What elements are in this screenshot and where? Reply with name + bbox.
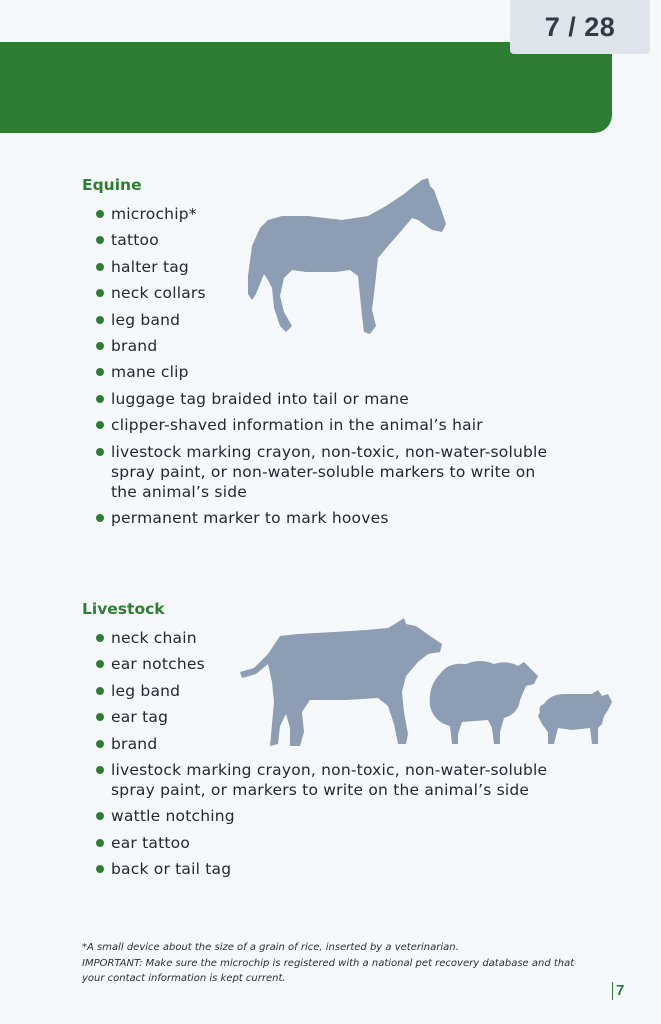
list-item: tattoo bbox=[96, 230, 566, 250]
bullet-dot bbox=[96, 210, 104, 218]
footnote bbox=[82, 940, 582, 987]
list-item: neck collars bbox=[96, 283, 566, 303]
header-band bbox=[0, 42, 612, 133]
bullet-dot bbox=[96, 316, 104, 324]
bullet-dot bbox=[96, 263, 104, 271]
sheep-silhouette-icon bbox=[428, 656, 540, 748]
list-item: mane clip bbox=[96, 362, 566, 382]
bullet-dot bbox=[96, 713, 104, 721]
list-item: livestock marking crayon, non-toxic, non-water-soluble spray paint, or markers to write on the animal’s side bbox=[96, 760, 566, 800]
list-item: leg band bbox=[96, 681, 566, 701]
page-indicator[interactable]: 7 / 28 bbox=[510, 0, 650, 54]
list-item: clipper-shaved information in the animal’s hair bbox=[96, 415, 566, 435]
list-item: neck chain bbox=[96, 628, 566, 648]
list-item: ear notches bbox=[96, 654, 566, 674]
bullet-dot bbox=[96, 236, 104, 244]
bullet-dot bbox=[96, 514, 104, 522]
pig-silhouette-icon bbox=[536, 688, 614, 748]
list-item: ear tattoo bbox=[96, 833, 566, 853]
list-item: wattle notching bbox=[96, 806, 566, 826]
list-item: brand bbox=[96, 336, 566, 356]
bullet-dot bbox=[96, 687, 104, 695]
bullet-dot bbox=[96, 289, 104, 297]
bullet-dot bbox=[96, 421, 104, 429]
horse-silhouette-icon bbox=[246, 176, 448, 340]
bullet-dot bbox=[96, 839, 104, 847]
bullet-dot bbox=[96, 812, 104, 820]
list-item: livestock marking crayon, non-toxic, non-water-soluble spray paint, or non-water-soluble markers to write on the animal’s side bbox=[96, 442, 566, 502]
bullet-dot bbox=[96, 342, 104, 350]
list-item: permanent marker to mark hooves bbox=[96, 508, 566, 528]
bullet-dot bbox=[96, 740, 104, 748]
bullet-dot bbox=[96, 865, 104, 873]
bullet-dot bbox=[96, 634, 104, 642]
list-item: leg band bbox=[96, 310, 566, 330]
bullet-dot bbox=[96, 448, 104, 456]
list-item: luggage tag braided into tail or mane bbox=[96, 389, 566, 409]
list-item: microchip* bbox=[96, 204, 566, 224]
page-number: 7 bbox=[612, 982, 624, 1000]
footnote-line: *A small device about the size of a grain of rice, inserted by a veterinarian. bbox=[82, 942, 459, 953]
equine-title: Equine bbox=[82, 176, 142, 194]
list-item: brand bbox=[96, 734, 566, 754]
bullet-dot bbox=[96, 368, 104, 376]
livestock-title: Livestock bbox=[82, 600, 165, 618]
bullet-dot bbox=[96, 395, 104, 403]
footnote-important: IMPORTANT: Make sure the microchip is registered with a national pet recovery database and that your contact information is kept current. bbox=[82, 957, 575, 984]
list-item: ear tag bbox=[96, 707, 566, 727]
list-item: back or tail tag bbox=[96, 859, 566, 879]
bullet-dot bbox=[96, 766, 104, 774]
bullet-dot bbox=[96, 660, 104, 668]
list-item: halter tag bbox=[96, 257, 566, 277]
cow-silhouette-icon bbox=[238, 616, 444, 750]
